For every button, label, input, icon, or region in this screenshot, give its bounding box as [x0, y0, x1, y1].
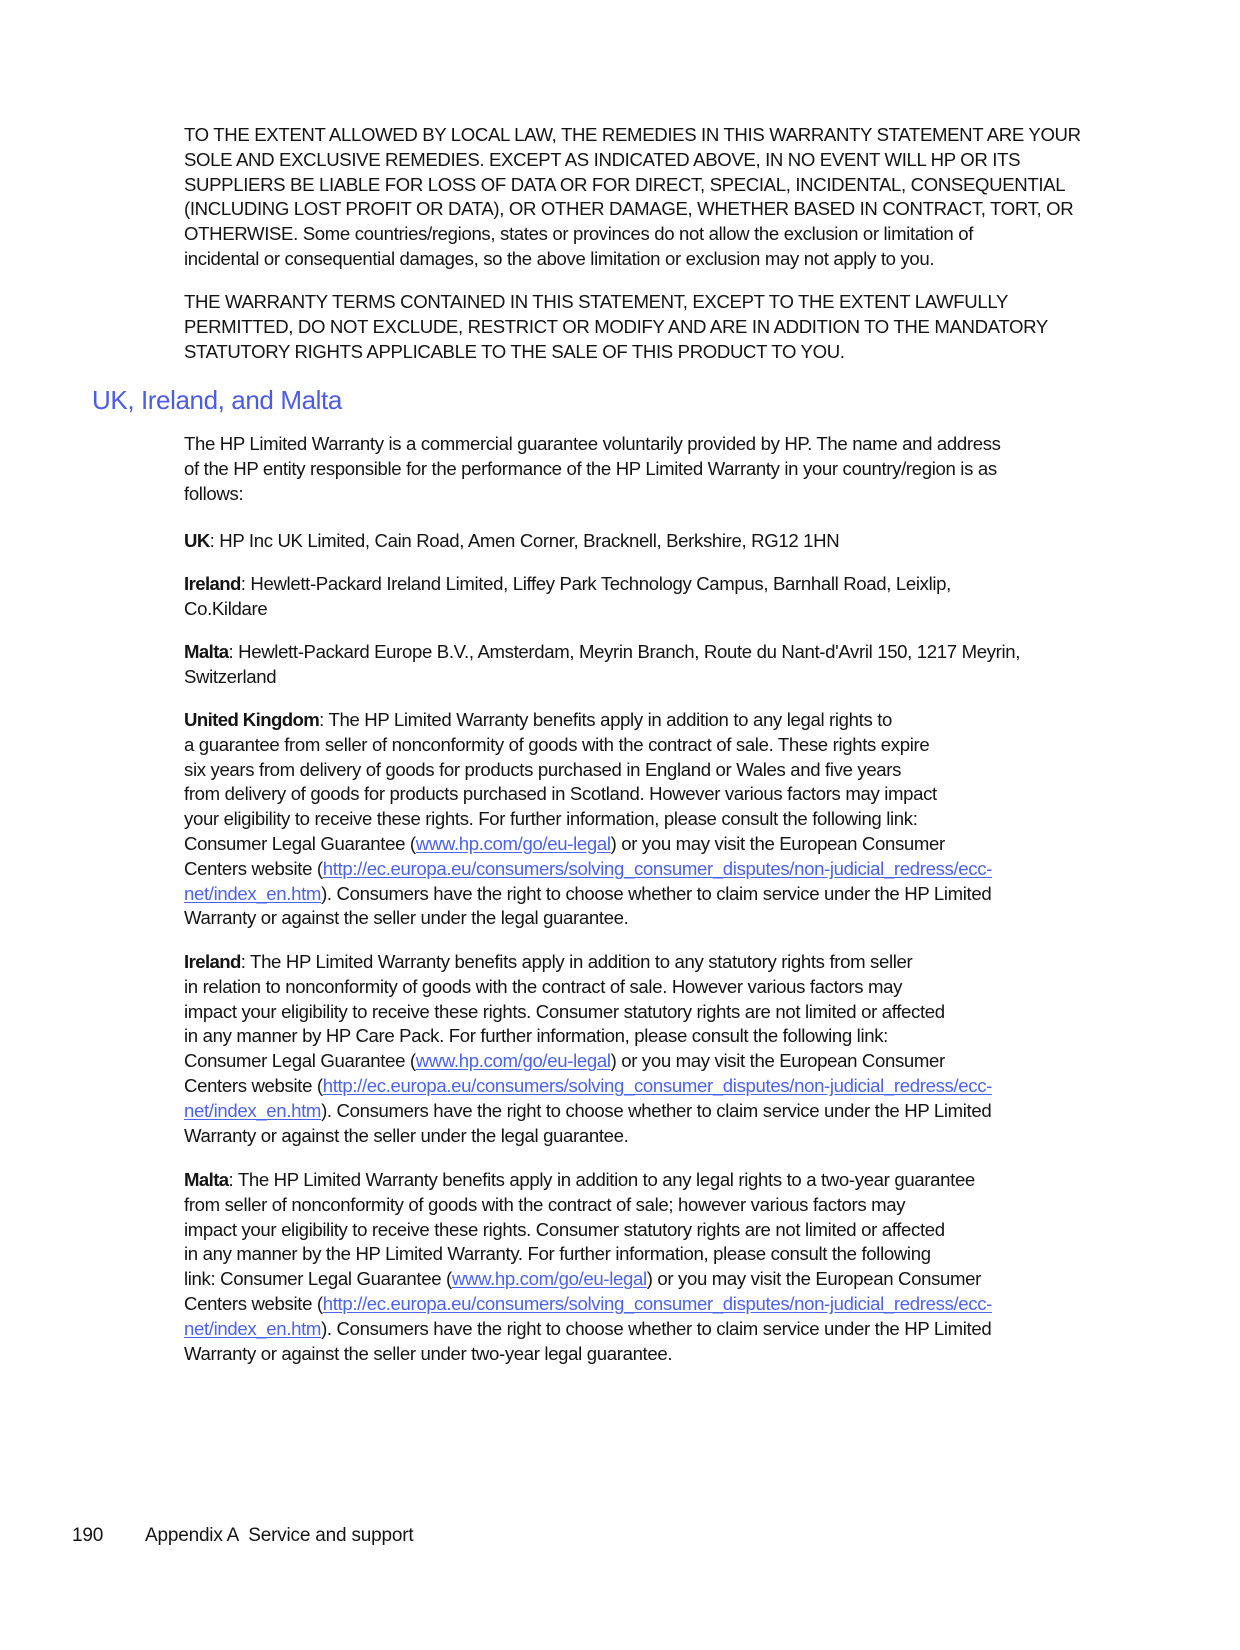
ecc-net-link[interactable]: http://ec.europa.eu/consumers/solving_consumer_disputes/non-judicial_redress/ecc-: [322, 857, 993, 879]
text-line: The HP Limited Warranty is a commercial guarantee voluntarily provided by HP. The name and address: [184, 433, 1001, 454]
text-line: net/index_en.htm). Consumers have the right to choose whether to claim service under the HP Limited: [184, 1317, 992, 1339]
text-line: link: Consumer Legal Guarantee (www.hp.com/go/eu-legal) or you may visit the European Consumer: [184, 1268, 982, 1290]
text-line: net/index_en.htm). Consumers have the right to choose whether to claim service under the HP Limited: [184, 1099, 992, 1121]
malta-rights-paragraph: [184, 1168, 1124, 1366]
text-line: [184, 529, 1124, 554]
text-line: Centers website (http://ec.europa.eu/consumers/solving_consumer_disputes/non-judicial_redress/ecc-: [184, 1074, 993, 1096]
ireland-rights-label: Ireland: [184, 951, 241, 972]
ecc-net-link[interactable]: http://ec.europa.eu/consumers/solving_consumer_disputes/non-judicial_redress/ecc-: [322, 1292, 993, 1314]
ecc-net-link-continued[interactable]: net/index_en.htm: [184, 1317, 322, 1339]
ecc-net-link[interactable]: http://ec.europa.eu/consumers/solving_consumer_disputes/non-judicial_redress/ecc-: [322, 1074, 993, 1096]
text-line: THE WARRANTY TERMS CONTAINED IN THIS STATEMENT, EXCEPT TO THE EXTENT LAWFULLY: [184, 291, 1009, 312]
text-line: impact your eligibility to receive these rights. Consumer statutory rights are not limited or affected: [184, 1000, 945, 1022]
section-intro-paragraph: [184, 432, 1124, 506]
united-kingdom-label: United Kingdom: [184, 709, 320, 730]
uk-entity-paragraph: [184, 529, 1124, 554]
warranty-terms-paragraph: [184, 290, 1124, 364]
malta-address: : Hewlett-Packard Europe B.V., Amsterdam, Meyrin Branch, Route du Nant-d'Avril 150, 1217 Meyrin,: [228, 641, 1021, 662]
text-line: Switzerland: [184, 665, 277, 687]
text-line: follows:: [184, 482, 244, 504]
text-line: [184, 572, 1124, 597]
text-line: Consumer Legal Guarantee (www.hp.com/go/eu-legal) or you may visit the European Consumer: [184, 1050, 945, 1072]
text-line: incidental or consequential damages, so the above limitation or exclusion may not apply to you.: [184, 247, 935, 269]
page-number: 190: [72, 1525, 104, 1546]
text-line: in relation to nonconformity of goods with the contract of sale. However various factors may: [184, 975, 903, 997]
uk-rights-paragraph: [184, 708, 1124, 931]
text-line: Malta: The HP Limited Warranty benefits apply in addition to any legal rights to a two-year guarantee: [184, 1169, 975, 1190]
text-line: Consumer Legal Guarantee (www.hp.com/go/eu-legal) or you may visit the European Consumer: [184, 832, 945, 854]
text-line: Ireland: The HP Limited Warranty benefits apply in addition to any statutory rights from seller: [184, 951, 913, 972]
eu-legal-link[interactable]: www.hp.com/go/eu-legal: [415, 832, 611, 854]
text-line: impact your eligibility to receive these rights. Consumer statutory rights are not limited or affected: [184, 1218, 945, 1240]
text-line: in any manner by HP Care Pack. For further information, please consult the following link:: [184, 1025, 888, 1047]
text-line: Centers website (http://ec.europa.eu/consumers/solving_consumer_disputes/non-judicial_redress/ecc-: [184, 1292, 993, 1314]
section-heading: UK, Ireland, and Malta: [92, 385, 342, 415]
text-line: Co.Kildare: [184, 597, 268, 619]
text-line: [184, 640, 1124, 665]
text-line: (INCLUDING LOST PROFIT OR DATA), OR OTHER DAMAGE, WHETHER BASED IN CONTRACT, TORT, OR: [184, 198, 1074, 220]
ireland-address: : Hewlett-Packard Ireland Limited, Liffey Park Technology Campus, Barnhall Road, Leixlip,: [240, 573, 951, 594]
malta-entity-paragraph: [184, 640, 1124, 690]
remedies-paragraph: [184, 123, 1124, 272]
uk-label: UK: [184, 530, 210, 551]
text-line: from delivery of goods for products purchased in Scotland. However various factors may impact: [184, 783, 937, 805]
text-line: of the HP entity responsible for the performance of the HP Limited Warranty in your country/region is as: [184, 457, 997, 479]
ecc-net-link-continued[interactable]: net/index_en.htm: [184, 1099, 322, 1121]
text-line: SOLE AND EXCLUSIVE REMEDIES. EXCEPT AS INDICATED ABOVE, IN NO EVENT WILL HP OR ITS: [184, 148, 1021, 170]
ireland-rights-paragraph: [184, 950, 1124, 1148]
text-line: net/index_en.htm). Consumers have the right to choose whether to claim service under the HP Limited: [184, 882, 992, 904]
text-line: from seller of nonconformity of goods with the contract of sale; however various factors may: [184, 1193, 906, 1215]
text-line: in any manner by the HP Limited Warranty. For further information, please consult the following: [184, 1243, 931, 1265]
text-line: SUPPLIERS BE LIABLE FOR LOSS OF DATA OR FOR DIRECT, SPECIAL, INCIDENTAL, CONSEQUENTIAL: [184, 173, 1066, 195]
text-line: STATUTORY RIGHTS APPLICABLE TO THE SALE OF THIS PRODUCT TO YOU.: [184, 340, 845, 362]
text-line: Warranty or against the seller under two-year legal guarantee.: [184, 1342, 673, 1364]
text-line: Centers website (http://ec.europa.eu/consumers/solving_consumer_disputes/non-judicial_redress/ecc-: [184, 857, 993, 879]
malta-rights-label: Malta: [184, 1169, 229, 1190]
text-line: OTHERWISE. Some countries/regions, states or provinces do not allow the exclusion or limitation of: [184, 223, 974, 245]
eu-legal-link[interactable]: www.hp.com/go/eu-legal: [451, 1268, 647, 1290]
footer-chapter-title: Appendix A Service and support: [145, 1525, 414, 1546]
text-line: TO THE EXTENT ALLOWED BY LOCAL LAW, THE REMEDIES IN THIS WARRANTY STATEMENT ARE YOUR: [184, 124, 1081, 145]
ireland-label: Ireland: [184, 573, 241, 594]
text-line: six years from delivery of goods for products purchased in England or Wales and five years: [184, 758, 902, 780]
malta-label: Malta: [184, 641, 229, 662]
text-line: Warranty or against the seller under the legal guarantee.: [184, 1124, 629, 1146]
ecc-net-link-continued[interactable]: net/index_en.htm: [184, 882, 322, 904]
uk-address: : HP Inc UK Limited, Cain Road, Amen Corner, Bracknell, Berkshire, RG12 1HN: [209, 530, 840, 551]
text-line: your eligibility to receive these rights. For further information, please consult the following link:: [184, 808, 918, 830]
text-line: United Kingdom: The HP Limited Warranty benefits apply in addition to any legal rights to: [184, 709, 893, 730]
ireland-entity-paragraph: [184, 572, 1124, 622]
text-line: a guarantee from seller of nonconformity of goods with the contract of sale. These rights expire: [184, 733, 930, 755]
text-line: PERMITTED, DO NOT EXCLUDE, RESTRICT OR MODIFY AND ARE IN ADDITION TO THE MANDATORY: [184, 315, 1048, 337]
eu-legal-link[interactable]: www.hp.com/go/eu-legal: [415, 1050, 611, 1072]
text-line: Warranty or against the seller under the legal guarantee.: [184, 907, 629, 929]
